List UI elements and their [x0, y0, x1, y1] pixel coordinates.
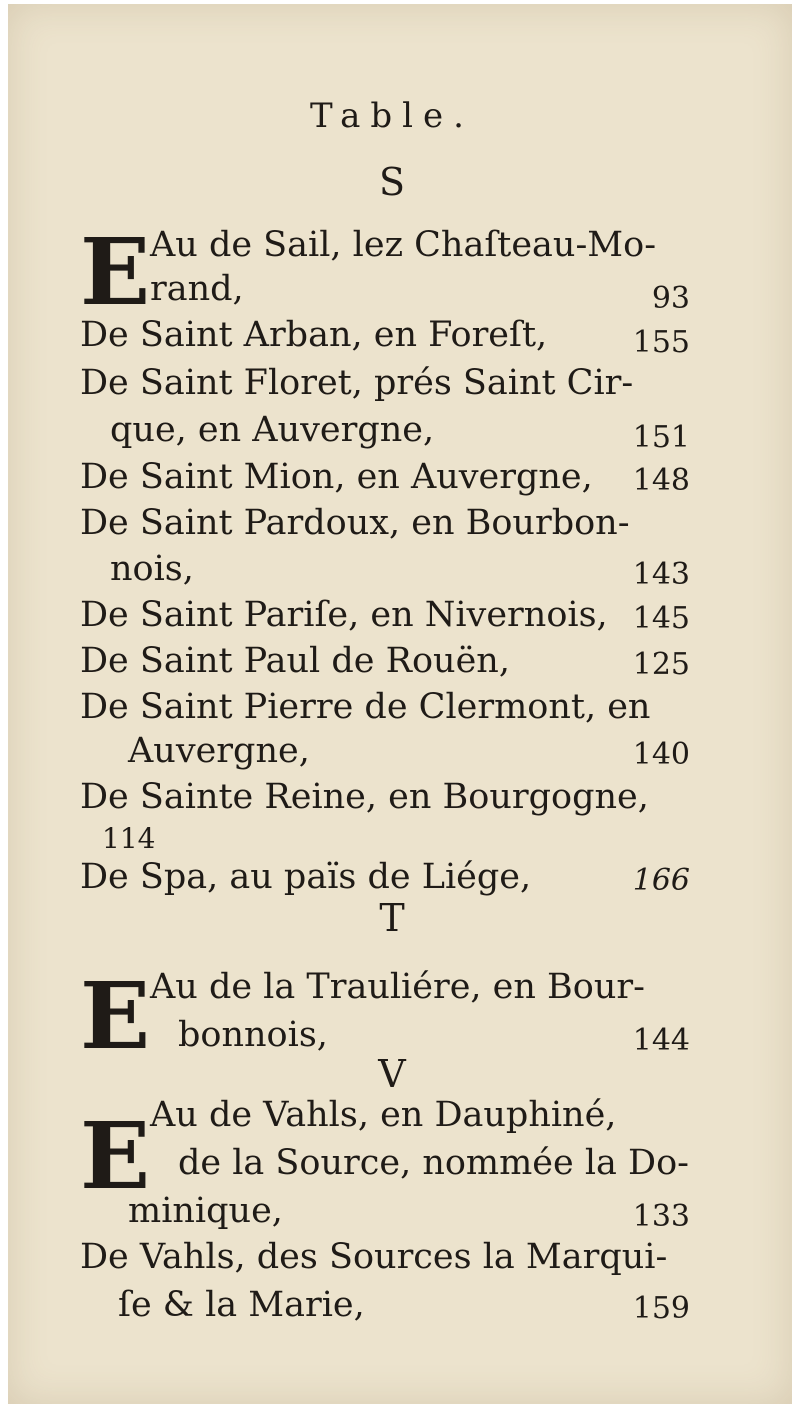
- entry-text: minique,: [128, 1191, 283, 1231]
- page-number: 151: [632, 420, 690, 455]
- page-number: 148: [632, 463, 690, 498]
- entry-floret-line1: [80, 358, 690, 408]
- entry-parise: [80, 590, 690, 640]
- page-number: 159: [632, 1291, 690, 1326]
- entry-pierre-line1: [80, 682, 690, 732]
- entry-text: nois,: [110, 549, 194, 589]
- entry-text: Au de Sail, lez Chaſteau-Mo-: [150, 225, 657, 265]
- entry-text: Au de Vahls, en Dauphiné,: [150, 1095, 617, 1135]
- entry-pierre-line2: [80, 726, 690, 776]
- entry-text: rand,: [150, 269, 244, 309]
- entry-floret-line2: [80, 405, 690, 455]
- dropcap-s: E: [80, 218, 151, 326]
- entry-text: bonnois,: [178, 1015, 328, 1055]
- entry-text: De Sainte Reine, en Bourgogne,: [80, 777, 649, 817]
- page-number: 144: [632, 1023, 690, 1058]
- dropcap-t: E: [80, 962, 151, 1070]
- entry-pardoux-line1: [80, 498, 690, 548]
- entry-paul: [80, 636, 690, 686]
- entry-text: Au de la Trauliére, en Bour-: [150, 967, 645, 1007]
- entry-text: De Saint Mion, en Auvergne,: [80, 457, 593, 497]
- page-number: 133: [632, 1199, 690, 1234]
- page-number: 166: [632, 863, 690, 898]
- page-number: 93: [651, 281, 690, 316]
- entry-sail-line1: [80, 220, 690, 270]
- entry-text: De Saint Pierre de Clermont, en: [80, 687, 651, 727]
- entry-vahls2-line1: [80, 1232, 690, 1282]
- entry-text: De Saint Floret, prés Saint Cir-: [80, 363, 634, 403]
- entry-vahls1-line3: [128, 1186, 690, 1236]
- running-head: Table.: [310, 96, 474, 136]
- entry-sail-line2: [80, 264, 690, 314]
- entry-text: De Vahls, des Sources la Marqui-: [80, 1237, 668, 1277]
- entry-vahls1-line2: [178, 1138, 690, 1188]
- entry-vahls2-line2: [118, 1280, 690, 1330]
- entry-arban: [80, 310, 690, 360]
- dropcap-v: E: [80, 1102, 151, 1210]
- page-number: 143: [632, 557, 690, 592]
- entry-text: De Spa, au païs de Liége,: [80, 857, 532, 897]
- section-letter-s: S: [378, 160, 406, 204]
- entry-text: De Saint Arban, en Foreſt,: [80, 315, 548, 355]
- section-letter-v: V: [378, 1052, 406, 1096]
- entry-vahls1-line1: [80, 1090, 690, 1140]
- entry-text: De Saint Paul de Rouën,: [80, 641, 510, 681]
- page-number: 114: [102, 822, 156, 855]
- entry-text: de la Source, nommée la Do-: [178, 1143, 690, 1183]
- entry-trauliere-line1: [80, 962, 690, 1012]
- entry-pardoux-line2: [80, 544, 690, 594]
- entry-text: ſe & la Marie,: [118, 1285, 365, 1325]
- entry-spa: [80, 852, 690, 902]
- entry-text: De Saint Pariſe, en Nivernois,: [80, 595, 608, 635]
- entry-text: Auvergne,: [128, 731, 310, 771]
- page-number: 155: [632, 325, 690, 360]
- entry-text: De Saint Pardoux, en Bourbon-: [80, 503, 630, 543]
- page-number: 125: [632, 647, 690, 682]
- page-number: 140: [632, 737, 690, 772]
- section-letter-t: T: [379, 896, 405, 940]
- page-number: 145: [632, 601, 690, 636]
- entry-text: que, en Auvergne,: [110, 410, 435, 450]
- entry-mion: [80, 452, 690, 502]
